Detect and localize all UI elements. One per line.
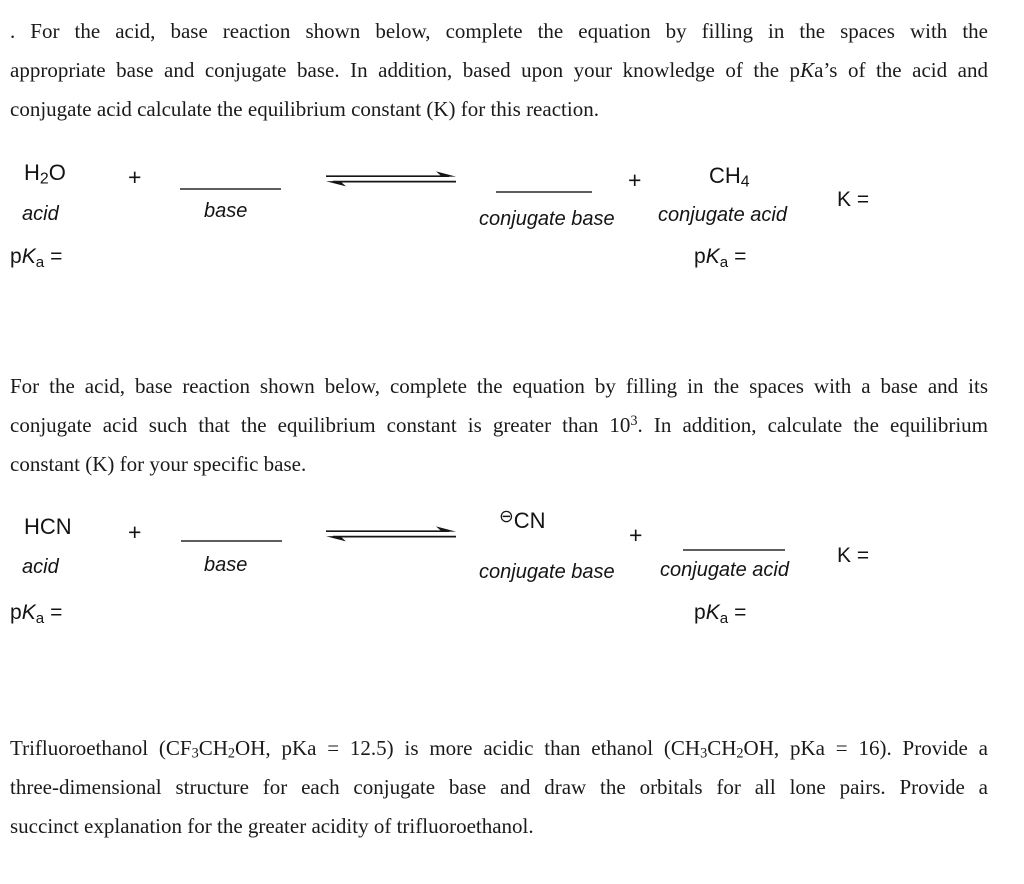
fill-in-blank-base (180, 188, 281, 190)
equilibrium-constant-label: K = (837, 188, 870, 211)
plus-sign: + (128, 519, 142, 545)
pka-p: p (10, 245, 22, 268)
base-label: base (204, 200, 248, 222)
formula-hcn: HCN (24, 514, 72, 539)
text-line: succinct explanation for the greater acidity of trifluoroethanol. (10, 814, 534, 838)
pka-subscript-a: a (35, 254, 45, 272)
equilibrium-arrow-icon (325, 525, 457, 543)
equilibrium-constant-label: K = (837, 544, 870, 567)
pka-equals: = (50, 601, 63, 624)
pka-acid (10, 245, 63, 272)
conjugate-base-label: conjugate base (479, 561, 615, 583)
text-line: Trifluoroethanol ($CF_3CH_2OH$, pKa = 12.5) is more acidic than ethanol ($CH_3CH_2OH$, pKa = 16). Provide a (10, 736, 988, 762)
pka-k: K (705, 245, 720, 268)
problem-1-text (10, 12, 988, 129)
text-line: appropriate base and conjugate base. In addition, based upon your knowledge of the pKa’s of the acid and (10, 58, 988, 82)
pka-equals: = (50, 245, 63, 268)
formula-cyanide-anion: ⊖CN (499, 506, 546, 533)
pka-k: K (21, 245, 36, 268)
text-line: conjugate acid calculate the equilibrium constant (K) for this reaction. (10, 97, 599, 121)
pka-p: p (694, 245, 706, 268)
formula-ch4: $CH_4$ (709, 163, 750, 191)
formula-h2o: $H_2O$ (24, 160, 66, 188)
conjugate-acid-label: conjugate acid (660, 559, 789, 581)
problem-2-text (10, 367, 988, 484)
text-line: constant (K) for your specific base. (10, 452, 307, 476)
pka-conjugate-acid (694, 245, 747, 272)
equilibrium-arrow-icon (325, 170, 457, 188)
text-line: conjugate acid such that the equilibrium constant is greater than $10^3$. In addition, calculate the equilibrium (10, 412, 988, 437)
pka-equals: = (734, 245, 747, 268)
problem-3-text (10, 729, 988, 846)
pka-p: p (694, 601, 706, 624)
acid-label: acid (22, 556, 59, 578)
plus-sign: + (128, 164, 142, 190)
pka-k: K (705, 601, 720, 624)
fill-in-blank-conjugate-base (496, 191, 592, 193)
pka-subscript-a: a (719, 254, 729, 272)
pka-k: K (21, 601, 36, 624)
text-line: . For the acid, base reaction shown below, complete the equation by filling in the spaces with the (10, 19, 988, 43)
acid-label: acid (22, 203, 59, 225)
fill-in-blank-conjugate-acid (683, 549, 785, 551)
pka-conjugate-acid (694, 601, 747, 628)
base-label: base (204, 554, 248, 576)
pka-subscript-a: a (35, 610, 45, 628)
text-line: For the acid, base reaction shown below, complete the equation by filling in the spaces with a base and its (10, 374, 988, 398)
pka-acid (10, 601, 63, 628)
conjugate-acid-label: conjugate acid (658, 204, 787, 226)
pka-p: p (10, 601, 22, 624)
plus-sign: + (628, 167, 642, 193)
conjugate-base-label: conjugate base (479, 208, 615, 230)
text-line: three-dimensional structure for each conjugate base and draw the orbitals for all lone pairs. Provide a (10, 775, 988, 799)
pka-subscript-a: a (719, 610, 729, 628)
fill-in-blank-base (181, 540, 282, 542)
pka-equals: = (734, 601, 747, 624)
plus-sign: + (629, 522, 643, 548)
